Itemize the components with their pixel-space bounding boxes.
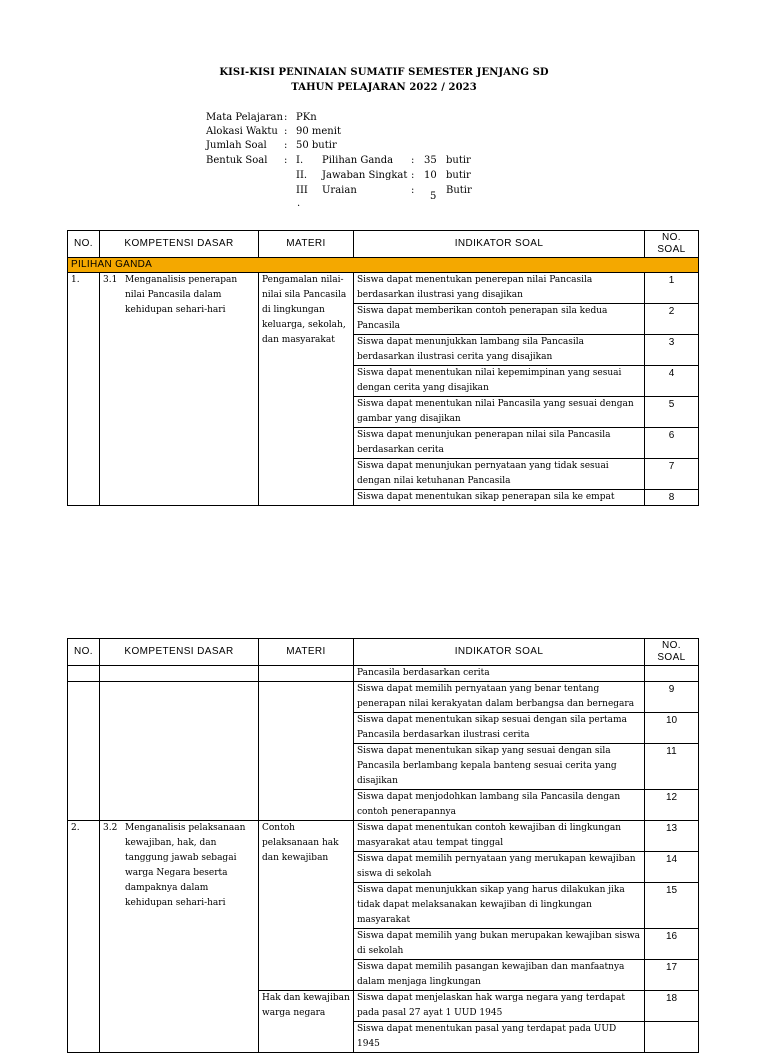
- colon: :: [411, 185, 415, 196]
- mapel-value: PKn: [296, 112, 317, 123]
- form-name: Pilihan Ganda: [322, 155, 394, 166]
- kisi-table-1: [67, 230, 699, 506]
- table-row: [68, 666, 699, 682]
- col-indikator: INDIKATOR SOAL: [354, 231, 645, 258]
- indikator-cell: Siswa dapat menentukan penerepan nilai Pancasila berdasarkan ilustrasi yang disajikan: [354, 273, 645, 304]
- form-count: 10: [424, 170, 437, 181]
- form-num: II.: [296, 170, 308, 181]
- form-unit: butir: [446, 170, 471, 181]
- nosoal-cell: 14: [645, 852, 699, 883]
- kisi-table-2: [67, 638, 699, 1053]
- nosoal-cell: [645, 1022, 699, 1053]
- section-row: [68, 258, 699, 273]
- form-num: I.: [296, 155, 304, 166]
- document-subtitle: TAHUN PELAJARAN 2022 / 2023: [291, 82, 477, 93]
- colon: :: [284, 112, 288, 123]
- indikator-cell: Siswa dapat menunjukan pernyataan yang tidak sesuai dengan nilai ketuhanan Pancasila: [354, 459, 645, 490]
- table-header-row: [68, 231, 699, 258]
- nosoal-cell: 8: [645, 490, 699, 506]
- mapel-label: Mata Pelajaran: [206, 112, 283, 123]
- nosoal-cell: 12: [645, 790, 699, 821]
- form-name: Jawaban Singkat: [322, 170, 408, 181]
- empty-cell: [100, 666, 259, 682]
- form-name: Uraian: [322, 185, 357, 196]
- indikator-cell: Siswa dapat memilih pernyataan yang benar tentang penerapan nilai kerakyatan dalam berbangsa dan bernegara: [354, 682, 645, 713]
- colon: :: [284, 155, 288, 166]
- col-no: NO.: [68, 639, 100, 666]
- meta-block: [206, 111, 506, 211]
- indikator-cell: Siswa dapat menentukan nilai Pancasila yang sesuai dengan gambar yang disajikan: [354, 397, 645, 428]
- indikator-cell: Siswa dapat memilih yang bukan merupakan kewajiban siswa di sekolah: [354, 929, 645, 960]
- table-row: [68, 273, 699, 304]
- indikator-cell: Siswa dapat menunjukan penerapan nilai sila Pancasila berdasarkan cerita: [354, 428, 645, 459]
- dot: .: [297, 198, 301, 209]
- indikator-cell: Siswa dapat menentukan sikap yang sesuai dengan sila Pancasila berlambang kepala banteng sesuai cerita yang disajikan: [354, 744, 645, 790]
- bentuk-label: Bentuk Soal: [206, 155, 268, 166]
- indikator-cell: Siswa dapat menjelaskan hak warga negara yang terdapat pada pasal 27 ayat 1 UUD 1945: [354, 991, 645, 1022]
- materi-cell: Hak dan kewajiban warga negara: [259, 991, 354, 1053]
- colon: :: [411, 170, 415, 181]
- kd-text: Menganalisis penerapan nilai Pancasila dalam kehidupan sehari-hari: [125, 275, 238, 315]
- indikator-cell: Siswa dapat menentukan contoh kewajiban di lingkungan masyarakat atau tempat tinggal: [354, 821, 645, 852]
- nosoal-cell: 6: [645, 428, 699, 459]
- nosoal-cell: 18: [645, 991, 699, 1022]
- col-materi: MATERI: [259, 639, 354, 666]
- indikator-cell: Siswa dapat menentukan nilai kepemimpinan yang sesuai dengan cerita yang disajikan: [354, 366, 645, 397]
- indikator-cell: Siswa dapat menentukan pasal yang terdapat pada UUD 1945: [354, 1022, 645, 1053]
- nosoal-cell: 1: [645, 273, 699, 304]
- empty-cell: [259, 682, 354, 821]
- nosoal-cell: 16: [645, 929, 699, 960]
- form-unit: Butir: [446, 185, 472, 196]
- col-kd: KOMPETENSI DASAR: [100, 231, 259, 258]
- jumlah-value: 50 butir: [296, 140, 337, 151]
- nosoal-cell: 9: [645, 682, 699, 713]
- form-count: 5: [430, 191, 437, 202]
- materi-cell: Pengamalan nilai-nilai sila Pancasila di lingkungan keluarga, sekolah, dan masyarakat: [259, 273, 354, 506]
- nosoal-cell: 15: [645, 883, 699, 929]
- nosoal-cell: 2: [645, 304, 699, 335]
- table-row: [68, 682, 699, 713]
- col-nosoal: NO. SOAL: [645, 231, 699, 258]
- empty-cell: [645, 666, 699, 682]
- table-row: [68, 821, 699, 852]
- nosoal-cell: 10: [645, 713, 699, 744]
- indikator-cell: Siswa dapat memberikan contoh penerapan sila kedua Pancasila: [354, 304, 645, 335]
- kd-cell: [100, 821, 259, 1053]
- nosoal-cell: 13: [645, 821, 699, 852]
- empty-cell: [259, 666, 354, 682]
- empty-cell: [68, 666, 100, 682]
- kd-number: 3.2: [103, 823, 118, 833]
- indikator-cell: Siswa dapat menunjukkan sikap yang harus dilakukan jika tidak dapat melaksanakan kewajiban di lingkungan masyarakat: [354, 883, 645, 929]
- indikator-cell: Siswa dapat menunjukkan lambang sila Pancasila berdasarkan ilustrasi cerita yang disajikan: [354, 335, 645, 366]
- nosoal-cell: 3: [645, 335, 699, 366]
- nosoal-cell: 5: [645, 397, 699, 428]
- form-unit: butir: [446, 155, 471, 166]
- nosoal-cell: 4: [645, 366, 699, 397]
- nosoal-cell: 11: [645, 744, 699, 790]
- col-no: NO.: [68, 231, 100, 258]
- indikator-cell: Siswa dapat menjodohkan lambang sila Pancasila dengan contoh penerapannya: [354, 790, 645, 821]
- waktu-label: Alokasi Waktu: [206, 126, 278, 137]
- nosoal-cell: 17: [645, 960, 699, 991]
- materi-cell: Contoh pelaksanaan hak dan kewajiban: [259, 821, 354, 991]
- form-count: 35: [424, 155, 437, 166]
- col-kd: KOMPETENSI DASAR: [100, 639, 259, 666]
- section-label: PILIHAN GANDA: [68, 258, 699, 273]
- indikator-cell: Pancasila berdasarkan cerita: [354, 666, 645, 682]
- colon: :: [411, 155, 415, 166]
- row-number: 2.: [68, 821, 100, 1053]
- kd-text: Menganalisis pelaksanaan kewajiban, hak, dan tanggung jawab sebagai warga Negara beserta dampaknya dalam kehidupan sehari-hari: [125, 823, 246, 908]
- table-header-row: [68, 639, 699, 666]
- kd-number: 3.1: [103, 275, 118, 285]
- form-num: III: [296, 185, 308, 196]
- col-indikator: INDIKATOR SOAL: [354, 639, 645, 666]
- col-materi: MATERI: [259, 231, 354, 258]
- indikator-cell: Siswa dapat menentukan sikap sesuai dengan sila pertama Pancasila berdasarkan ilustrasi cerita: [354, 713, 645, 744]
- kd-cell: [100, 273, 259, 506]
- empty-cell: [68, 682, 100, 821]
- col-nosoal: NO. SOAL: [645, 639, 699, 666]
- indikator-cell: Siswa dapat menentukan sikap penerapan sila ke empat: [354, 490, 645, 506]
- indikator-cell: Siswa dapat memilih pasangan kewajiban dan manfaatnya dalam menjaga lingkungan: [354, 960, 645, 991]
- empty-cell: [100, 682, 259, 821]
- jumlah-label: Jumlah Soal: [206, 140, 267, 151]
- document-title: KISI-KISI PENINAIAN SUMATIF SEMESTER JENJANG SD: [219, 67, 549, 78]
- indikator-cell: Siswa dapat memilih pernyataan yang merukapan kewajiban siswa di sekolah: [354, 852, 645, 883]
- colon: :: [284, 140, 288, 151]
- nosoal-cell: 7: [645, 459, 699, 490]
- colon: :: [284, 126, 288, 137]
- waktu-value: 90 menit: [296, 126, 341, 137]
- row-number: 1.: [68, 273, 100, 506]
